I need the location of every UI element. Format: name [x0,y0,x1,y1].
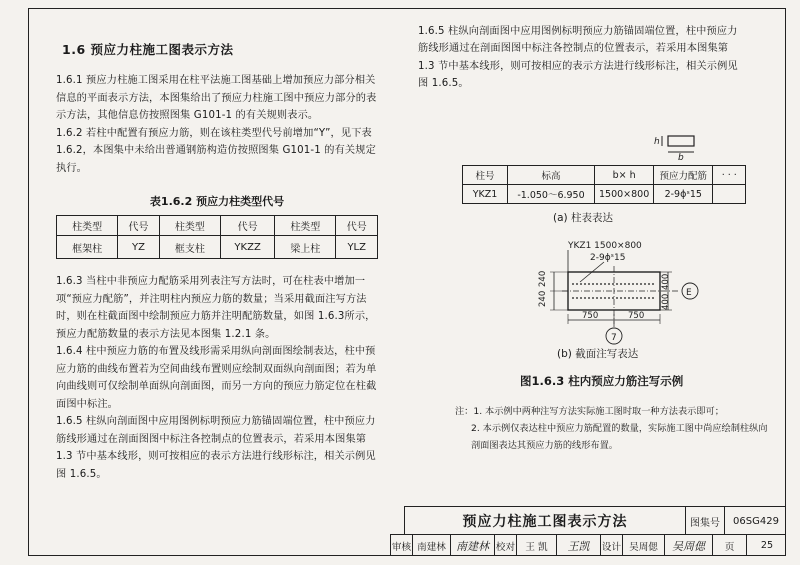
paragraph-1-6-4: 1.6.4 柱中预应力筋的布置及线形需采用纵向剖面图绘制表达，柱中预应力筋的曲线布置若为空间曲线布置则应绘制双面纵向剖面图；若为单向曲线则可仅绘制单面纵向剖面图，而另一方向的预应力筋定位在柱截面图中标注。 [56,346,377,410]
dim-left-top: 240 [538,270,548,287]
dim-b-label: b [678,153,684,163]
table-row [57,236,378,259]
table-cell: YKZ1 [463,185,508,204]
axis-7-label: 7 [611,333,617,343]
table-cell: 标高 [508,166,595,185]
caption-a: (a) 柱表表达 [553,212,613,224]
designer-name: 吴周偲 [623,535,665,556]
title-block-row-2 [390,534,786,556]
review-label: 审核 [391,535,413,556]
left-column [56,40,378,480]
paragraph-continuation-text: 1.6.5 柱纵向剖面图中应用图例标明预应力筋锚固端位置，柱中预应力筋线形通过在剖面图图中标注各控制点的位置表示，若采用本图集第 1.3 节中基本线形，则可按相应的表示方法进行线形标注，相关示例见图 1.6.5。 [418,25,738,89]
table-cell: 框支柱 [159,236,220,259]
table-cell: 柱类型 [159,216,220,236]
table-cell: 柱类型 [275,216,336,236]
table-cell: · · · [713,166,746,185]
check-label: 校对 [495,535,517,556]
section-indicator [650,132,710,162]
designer-signature: 吴周偲 [665,535,713,556]
paragraph-1-6-3: 1.6.3 当柱中非预应力配筋采用列表注写方法时，可在柱表中增加一项“预应力配筋”，并注明柱内预应力筋的数量；当采用截面注写方法时，则在柱截面图中绘制预应力筋并注明配筋数量，如图 1.6.3所示，预应力配筋数量的表示方法见本图集 1.2.1 条。 [56,276,376,340]
section-label: YKZ1 1500×800 [568,241,642,251]
table-cell: 柱类型 [57,216,118,236]
paragraph-1-6-5: 1.6.5 柱纵向剖面图中应用图例标明预应力筋锚固端位置，柱中预应力筋线形通过在剖面图图中标注各控制点的位置表示，若采用本图集第 1.3 节中基本线形，则可按相应的表示方法进行线形标注，相关示例见图 1.6.5。 [56,416,376,480]
table-cell: -1.050～6.950 [508,185,595,204]
figure-title: 图1.6.3 柱内预应力筋注写示例 [520,374,684,388]
table-cell: b× h [595,166,654,185]
axis-e-label: E [686,288,692,298]
checker-signature: 王凯 [557,535,601,556]
paragraph-1-6-5-continued [418,25,758,93]
table-row [463,166,746,185]
paragraph-1-6-1: 1.6.1 预应力柱施工图采用在柱平法施工图基础上增加预应力部分相关信息的平面表示方法，本图集给出了预应力柱施工图中预应力部分的表示方法，其他信息仿按照图集 G101-1 的有关规则表示。 [56,75,377,121]
drawing-title: 预应力柱施工图表示方法 [405,507,686,535]
atlas-label: 图集号 [686,507,725,535]
notes [455,403,775,454]
dim-h-label: h [654,137,660,147]
dim-bottom-right: 750 [628,311,645,321]
table-cell: 2-9ϕˢ15 [654,185,713,204]
paragraph-1-6-2: 1.6.2 若柱中配置有预应力筋，则在该柱类型代号前增加“Y”，见下表 1.6.2，本图集中未给出普通钢筋构造仿按照图集 G101-1 的有关规定执行。 [56,127,376,174]
table-cell: 代号 [336,216,378,236]
title-block [391,506,786,556]
table-cell [713,185,746,204]
page-number: 25 [760,540,774,551]
table-row [57,216,378,236]
note-2: 2. 本示例仅表达柱中预应力筋配置的数量，实际施工图中尚应绘制柱纵向剖面图表达其预应力筋的线形布置。 [471,423,768,451]
checker-name: 王 凯 [517,535,557,556]
table-row [463,185,746,204]
right-column [418,25,758,93]
atlas-number: 06SG429 [733,515,779,527]
caption-b: (b) 截面注写表达 [557,348,639,360]
table-cell: YKZZ [221,236,275,259]
table-cell: 梁上柱 [275,236,336,259]
page-label: 页 [713,535,747,556]
reviewer-name: 南建林 [413,535,451,556]
code-table-caption: 表1.6.2 预应力柱类型代号 [149,195,285,208]
title-block-row-1 [404,506,786,534]
column-table-area [462,165,746,204]
table-cell: YZ [118,236,160,259]
reviewer-signature: 南建林 [451,535,495,556]
section-title: 1.6 预应力柱施工图表示方法 [62,42,234,57]
section-drawing [530,238,730,348]
table-cell: 框架柱 [57,236,118,259]
table-cell: 代号 [221,216,275,236]
dim-right-lower: 400 [661,293,671,310]
design-label: 设计 [601,535,623,556]
table-cell: 预应力配筋 [654,166,713,185]
column-table [462,165,746,204]
table-cell: 柱号 [463,166,508,185]
table-cell: 代号 [118,216,160,236]
code-table [56,215,378,259]
dim-left-bottom: 240 [538,290,548,307]
table-cell: 1500×800 [595,185,654,204]
dim-bottom-left: 750 [582,311,599,321]
table-cell: YLZ [336,236,378,259]
rebar-label: 2-9ϕˢ15 [590,253,626,263]
note-1: 注：1. 本示例中两种注写方法实际施工图时取一种方法表示即可； [455,406,724,417]
dim-right-upper: 400 [661,273,671,290]
